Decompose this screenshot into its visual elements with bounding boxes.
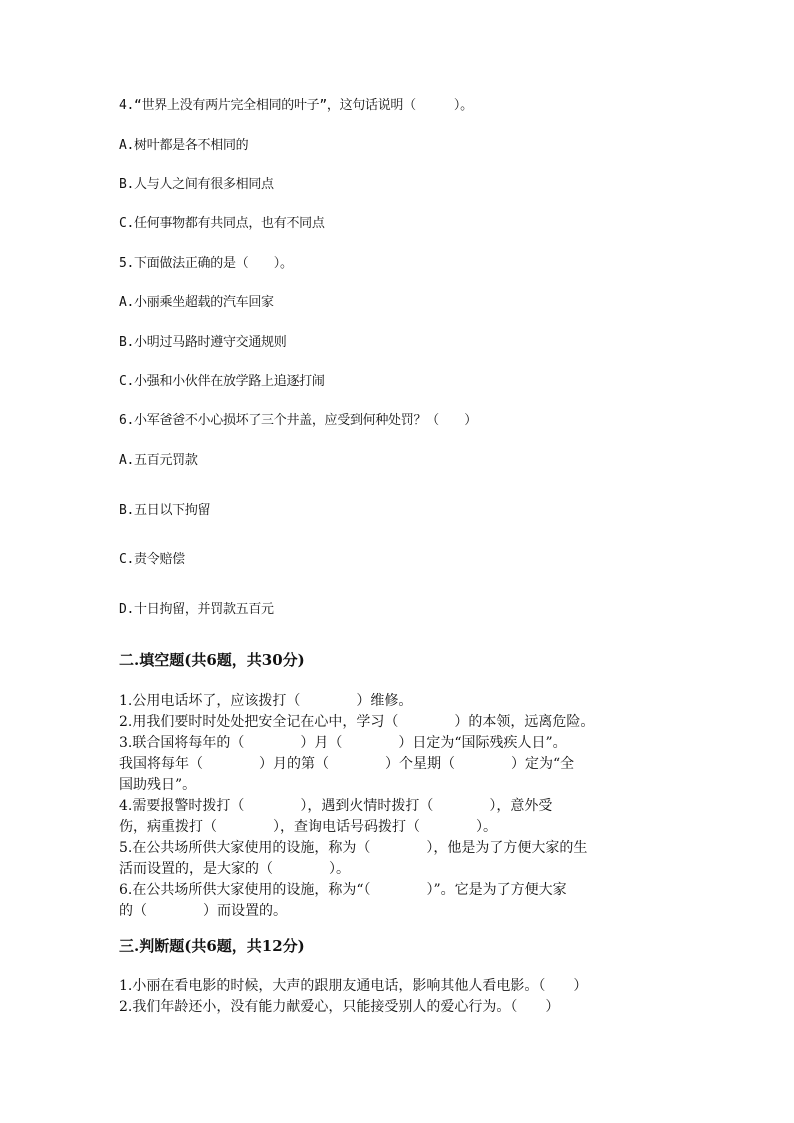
question-4-option-c: C.任何事物都有共同点，也有不同点 bbox=[119, 216, 325, 231]
fill-line: 1.公用电话坏了，应该拨打（ ）维修。 bbox=[119, 693, 413, 709]
fill-line: 活而设置的，是大家的（ ）。 bbox=[119, 861, 350, 877]
judge-line: 1.小丽在看电影的时候，大声的跟朋友通电话，影响其他人看电影。（ ） bbox=[119, 978, 588, 994]
question-6-option-b: B.五日以下拘留 bbox=[119, 503, 211, 518]
fill-line: 4.需要报警时拨打（ ），遇到火情时拨打（ ），意外受 bbox=[119, 798, 553, 814]
fill-line: 国助残日”。 bbox=[119, 777, 197, 793]
fill-line: 2.用我们要时时处处把安全记在心中，学习（ ）的本领，远离危险。 bbox=[119, 714, 595, 730]
question-6-option-d: D.十日拘留，并罚款五百元 bbox=[119, 602, 274, 617]
fill-line: 的（ ）而设置的。 bbox=[119, 903, 287, 919]
question-4-option-b: B.人与人之间有很多相同点 bbox=[119, 177, 274, 192]
section-2-title: 二.填空题(共6题，共30分) bbox=[119, 651, 305, 669]
section-3-title: 三.判断题(共6题，共12分) bbox=[119, 937, 305, 955]
fill-line: 5.在公共场所供大家使用的设施，称为（ ），他是为了方便大家的生 bbox=[119, 840, 588, 856]
question-5-stem: 5.下面做法正确的是（ ）。 bbox=[119, 256, 293, 271]
question-6-stem: 6.小军爸爸不小心损坏了三个井盖，应受到何种处罚？（ ） bbox=[119, 413, 477, 428]
fill-line: 6.在公共场所供大家使用的设施，称为“（ ）”。它是为了方便大家 bbox=[119, 882, 567, 898]
question-4-option-a: A.树叶都是各不相同的 bbox=[119, 138, 249, 153]
question-6-option-a: A.五百元罚款 bbox=[119, 453, 198, 468]
question-5-option-a: A.小丽乘坐超载的汽车回家 bbox=[119, 295, 274, 310]
question-6-option-c: C.责令赔偿 bbox=[119, 552, 185, 567]
fill-line: 我国将每年（ ）月的第（ ）个星期（ ）定为“全 bbox=[119, 756, 575, 772]
judge-line: 2.我们年龄还小，没有能力献爱心，只能接受别人的爱心行为。（ ） bbox=[119, 999, 560, 1015]
question-5-option-c: C.小强和小伙伴在放学路上追逐打闹 bbox=[119, 374, 325, 389]
fill-line: 3.联合国将每年的（ ）月（ ）日定为“国际残疾人日”。 bbox=[119, 735, 567, 751]
question-4-stem: 4.“世界上没有两片完全相同的叶子”，这句话说明（ ）。 bbox=[119, 98, 473, 113]
question-5-option-b: B.小明过马路时遵守交通规则 bbox=[119, 335, 287, 350]
fill-line: 伤，病重拨打（ ），查询电话号码拨打（ ）。 bbox=[119, 819, 497, 835]
